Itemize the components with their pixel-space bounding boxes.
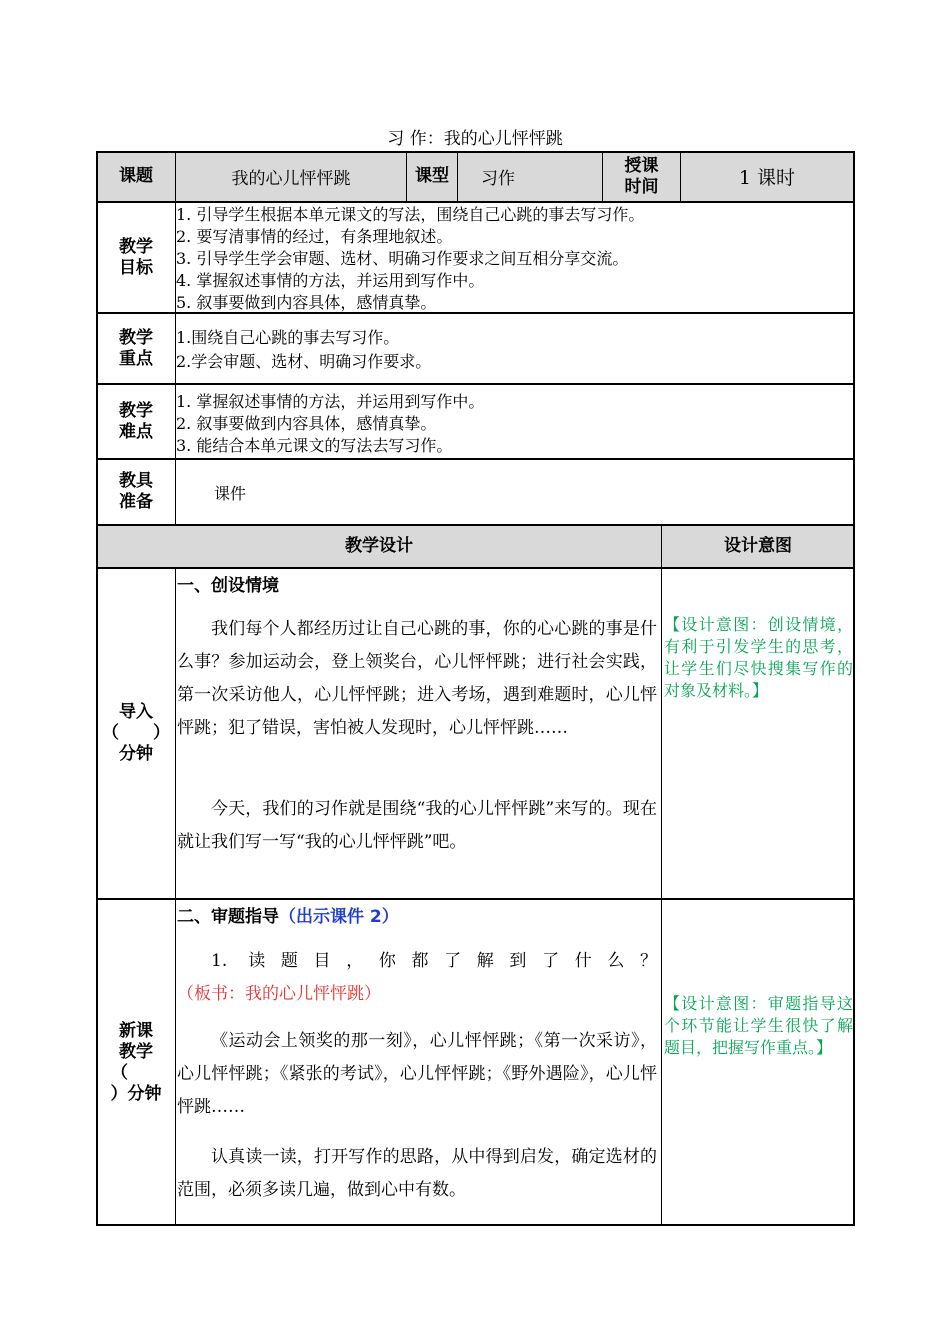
- list-item: 2. 叙事要做到内容具体，感情真挚。: [176, 414, 437, 433]
- difficulties-label: [97, 385, 175, 458]
- time-value: 1 课时: [738, 167, 796, 189]
- lesson-label-line-1: 新课: [119, 1021, 153, 1041]
- goals-label-line-1: 教学: [119, 236, 153, 257]
- document-title: 习 作：我的心儿怦怦跳: [387, 129, 563, 149]
- goals-list: [176, 204, 644, 314]
- lesson-advice: 认真读一读，打开写作的思路，从中得到启发，确定选材的范围，必须多读几遍，做到心中有数。: [177, 1147, 657, 1200]
- lesson-question-note: （板书：我的心儿怦怦跳）: [177, 984, 381, 1004]
- lesson-question-text: 1. 读题目，你都了解到了什么？: [211, 951, 657, 971]
- lesson-heading-note: （出示课件 2）: [279, 907, 399, 927]
- time-label-line-2: 时间: [624, 176, 659, 197]
- intro-label: [97, 569, 175, 898]
- type-value: 习作: [481, 169, 515, 189]
- row-divider: [96, 898, 855, 900]
- lesson-label: [97, 900, 175, 1226]
- design-header: 教学设计: [345, 536, 413, 556]
- lesson-label-line-3: （: [111, 1063, 128, 1083]
- row-divider: [96, 383, 855, 385]
- lesson-heading-text: 二、审题指导: [177, 907, 279, 927]
- row-divider: [96, 201, 855, 203]
- lesson-label-line-2: 教学: [119, 1042, 153, 1062]
- lesson-question: [177, 945, 657, 1011]
- list-item: 2. 要写清事情的经过，有条理地叙述。: [176, 227, 453, 246]
- list-item: 3. 引导学生学会审题、选材、明确习作要求之间互相分享交流。: [176, 249, 629, 268]
- intro-label-line-3: 分钟: [119, 744, 153, 764]
- intent-header: 设计意图: [724, 536, 792, 556]
- goals-label-line-2: 目标: [119, 257, 153, 278]
- lesson-examples: 《运动会上领奖的那一刻》，心儿怦怦跳；《第一次采访》，心儿怦怦跳；《紧张的考试》，心儿怦怦跳；《野外遇险》，心儿怦怦跳……: [177, 1031, 657, 1117]
- list-item: 2.学会审题、选材、明确习作要求。: [176, 352, 432, 371]
- time-label-line-1: 授课: [624, 155, 659, 176]
- list-item: 4. 掌握叙述事情的方法，并运用到写作中。: [176, 271, 485, 290]
- type-label: 课型: [415, 166, 449, 186]
- lesson-intent: 【设计意图：审题指导这个环节能让学生很快了解题目，把握写作重点。】: [664, 994, 853, 1057]
- column-divider: [661, 524, 662, 1226]
- key-points-label-line-2: 重点: [119, 348, 153, 369]
- intro-paragraph: 我们每个人都经历过让自己心跳的事，你的心心跳的事是什么事？参加运动会，登上领奖台，心儿怦怦跳；进行社会实践，第一次采访他人，心儿怦怦跳；进入考场，遇到难题时，心儿怦怦跳；犯了错误，害怕被人发现时，心儿怦怦跳……: [177, 619, 657, 738]
- intro-label-line-2: （ ）: [102, 723, 170, 743]
- materials-value: 课件: [214, 483, 247, 503]
- topic-value: 我的心儿怦怦跳: [231, 169, 351, 189]
- difficulties-label-line-2: 难点: [119, 421, 153, 442]
- list-item: 1. 引导学生根据本单元课文的写法，围绕自己心跳的事去写习作。: [176, 205, 645, 224]
- time-label: [603, 152, 680, 201]
- lesson-heading: [177, 902, 399, 927]
- materials-label-line-2: 准备: [119, 492, 153, 512]
- list-item: 1. 掌握叙述事情的方法，并运用到写作中。: [176, 392, 485, 411]
- materials-label-line-1: 教具: [119, 471, 153, 491]
- materials-label: [97, 460, 175, 524]
- row-divider: [96, 567, 855, 569]
- lesson-label-line-4: ）分钟: [110, 1084, 162, 1104]
- intro-intent: 【设计意图：创设情境，有利于引发学生的思考，让学生们尽快搜集写作的对象及材料。】: [664, 615, 853, 700]
- intro-label-line-1: 导入: [119, 702, 153, 722]
- row-divider: [96, 458, 855, 460]
- key-points-label-line-1: 教学: [119, 327, 153, 348]
- key-points-list: [176, 326, 431, 374]
- difficulties-list: [176, 391, 484, 457]
- column-divider: [175, 567, 176, 1226]
- goals-label: [97, 203, 175, 312]
- topic-label: 课题: [119, 166, 153, 186]
- intro-heading: 一、创设情境: [177, 576, 279, 596]
- list-item: 3. 能结合本单元课文的写法去写习作。: [176, 436, 453, 455]
- key-points-label: [97, 314, 175, 383]
- list-item: 5. 叙事要做到内容具体，感情真挚。: [176, 293, 437, 312]
- difficulties-label-line-1: 教学: [119, 400, 153, 421]
- list-item: 1.围绕自己心跳的事去写习作。: [176, 328, 400, 347]
- intro-paragraph: 今天，我们的习作就是围绕“我的心儿怦怦跳”来写的。现在就让我们写一写“我的心儿怦怦跳”吧。: [177, 799, 657, 852]
